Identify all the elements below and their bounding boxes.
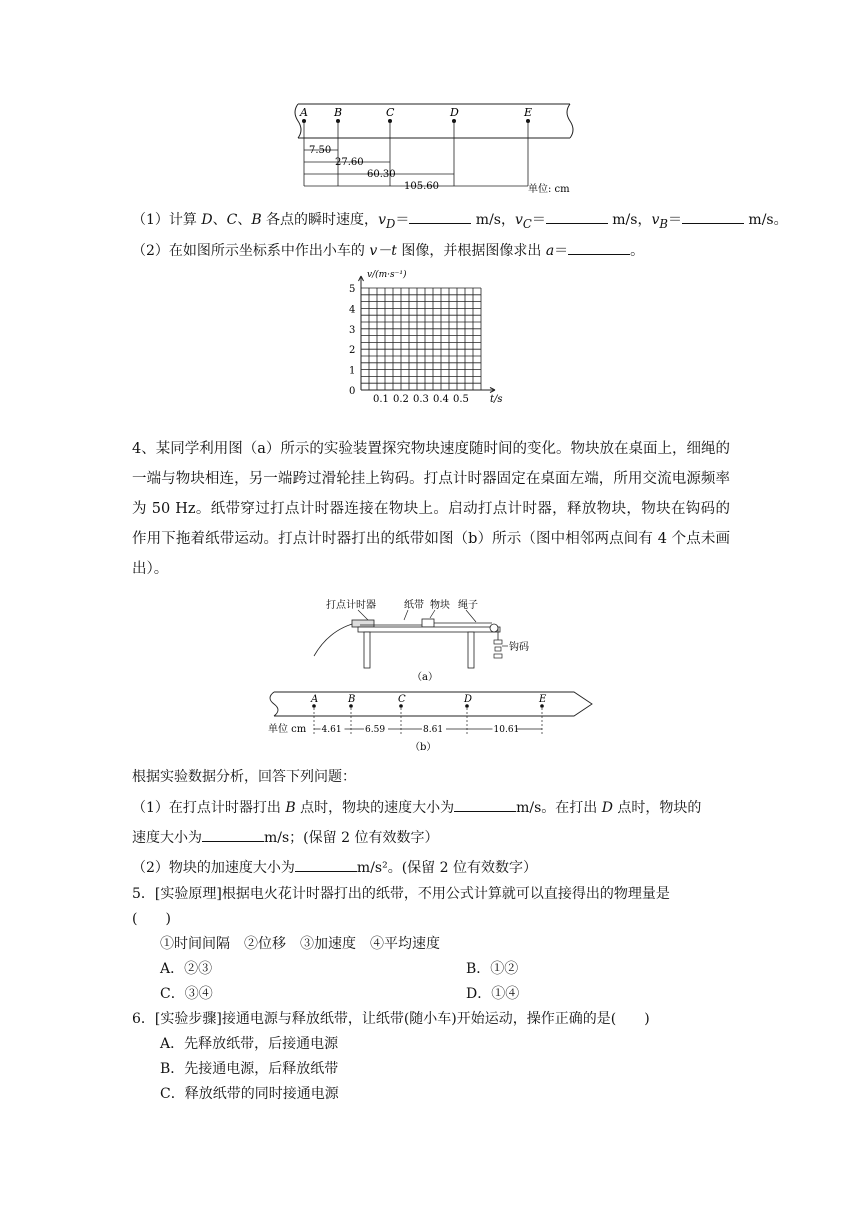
tape2-label-E: E xyxy=(539,694,547,705)
label-block: 物块 xyxy=(430,600,450,611)
label-tape: 纸带 xyxy=(404,600,424,611)
tape2-distance-0: 4.61 xyxy=(321,725,342,735)
graph-ytick-4: 4 xyxy=(349,304,356,316)
q4-sub2: （2）物块的加速度大小为 m/s²。(保留 2 位有效数字） xyxy=(132,857,537,878)
graph-xtick-0: 0.1 xyxy=(373,394,389,405)
tape-figure-2 xyxy=(262,688,602,758)
tape1-label-D: D xyxy=(450,106,459,119)
q4-sub1-line2: 速度大小为 m/s；(保留 2 位有效数字） xyxy=(132,827,438,848)
graph-ytick-3: 3 xyxy=(349,324,356,336)
q5-option-b[interactable]: B．①② xyxy=(466,961,519,977)
graph-xtick-2: 0.3 xyxy=(413,394,429,405)
label-weight: 钩码 xyxy=(509,642,529,653)
tape1-label-C: C xyxy=(386,106,395,119)
tape1-distance-3: 105.60 xyxy=(404,181,439,192)
tape2-label-D: D xyxy=(464,694,473,705)
q5-stem-line1: 5．[实验原理]根据电火花计时器打出的纸带，不用公式计算就可以直接得出的物理量是 xyxy=(132,886,670,902)
graph-xtick-3: 0.4 xyxy=(433,394,449,405)
q4-intro: 根据实验数据分析，回答下列问题： xyxy=(132,769,356,785)
answer-blank-vD[interactable] xyxy=(409,209,471,224)
answer-blank-vB[interactable] xyxy=(682,209,744,224)
tape1-label-A: A xyxy=(300,106,308,119)
tape1-distance-2: 60.30 xyxy=(367,169,396,180)
tape2-distance-2: 8.61 xyxy=(423,725,444,735)
answer-blank-vB-b[interactable] xyxy=(454,797,516,812)
q5-option-d[interactable]: D．①④ xyxy=(466,986,520,1002)
tape1-distance-0: 7.50 xyxy=(309,145,332,156)
graph-xtick-1: 0.2 xyxy=(393,394,409,405)
q5-stem-line2: ( ) xyxy=(132,911,171,927)
graph-ytick-0: 0 xyxy=(349,386,356,397)
q6-option-b[interactable]: B．先接通电源，后释放纸带 xyxy=(160,1061,339,1077)
q5-option-a[interactable]: A．②③ xyxy=(160,961,213,977)
answer-blank-a[interactable] xyxy=(568,240,630,255)
graph-ytick-1: 1 xyxy=(349,365,356,377)
tape2-unit: 单位 cm xyxy=(268,724,307,735)
graph-ytick-5: 5 xyxy=(349,284,356,295)
tape1-label-B: B xyxy=(334,106,343,119)
tape2-label-B: B xyxy=(348,694,356,705)
tape1-unit: 单位: cm xyxy=(528,184,570,195)
tape2-distance-3: 10.61 xyxy=(493,725,520,735)
q4-sub1-line1: （1）在打点计时器打出 B 点时，物块的速度大小为 m/s。在打出 D 点时，物块的 xyxy=(132,797,701,818)
answer-blank-vC[interactable] xyxy=(546,209,608,224)
graph-ylabel: v/(m·s⁻¹) xyxy=(367,270,407,280)
q5-option-c[interactable]: C．③④ xyxy=(160,986,213,1002)
graph-xlabel: t/s xyxy=(490,394,503,405)
q6-option-c[interactable]: C．释放纸带的同时接通电源 xyxy=(160,1086,339,1102)
tape2-distance-1: 6.59 xyxy=(365,725,386,735)
caption-b: （b） xyxy=(410,742,437,753)
tape1-label-E: E xyxy=(524,106,533,119)
apparatus-figure xyxy=(300,598,550,688)
tape2-label-C: C xyxy=(398,694,406,705)
q6-stem: 6．[实验步骤]接通电源与释放纸带，让纸带(随小车)开始运动，操作正确的是( ) xyxy=(132,1011,650,1027)
label-rope: 绳子 xyxy=(458,600,478,611)
answer-blank-vD-b[interactable] xyxy=(202,827,264,842)
caption-a: （a） xyxy=(412,672,438,683)
graph-ytick-2: 2 xyxy=(349,345,356,357)
q3-part1: （1）计算 D、C、B 各点的瞬时速度，$v_D= m/s$，$v_C= m/s$，$v_B= m/s$。 xyxy=(132,209,788,234)
q3-part2: （2）在如图所示坐标系中作出小车的 v－t 图像，并根据图像求出 a＝ 。 xyxy=(132,240,644,261)
label-timer: 打点计时器 xyxy=(326,600,376,611)
q4-text: 4、某同学利用图（a）所示的实验装置探究物块速度随时间的变化。物块放在桌面上，细绳的一端与物块相连，另一端跨过滑轮挂上钩码。打点计时器固定在桌面左端，所用交流电源频率为 50 Hz。纸带穿过打点计时器连接在物块上。启动打点计时器，释放物块，物块在钩码的作用下拖着纸带运动。打点计时器打出的纸带如图（b）所示（图中相邻两点间有 4 个点未画出）。 xyxy=(132,441,730,577)
q5-items: ①时间间隔 ②位移 ③加速度 ④平均速度 xyxy=(160,936,440,952)
graph-xtick-4: 0.5 xyxy=(453,394,469,405)
vt-grid xyxy=(345,268,515,408)
tape-figure-1 xyxy=(290,100,580,200)
q6-option-a[interactable]: A．先释放纸带，后接通电源 xyxy=(160,1036,339,1052)
tape2-label-A: A xyxy=(311,694,319,705)
tape1-distance-1: 27.60 xyxy=(335,157,364,168)
answer-blank-accel[interactable] xyxy=(295,857,357,872)
